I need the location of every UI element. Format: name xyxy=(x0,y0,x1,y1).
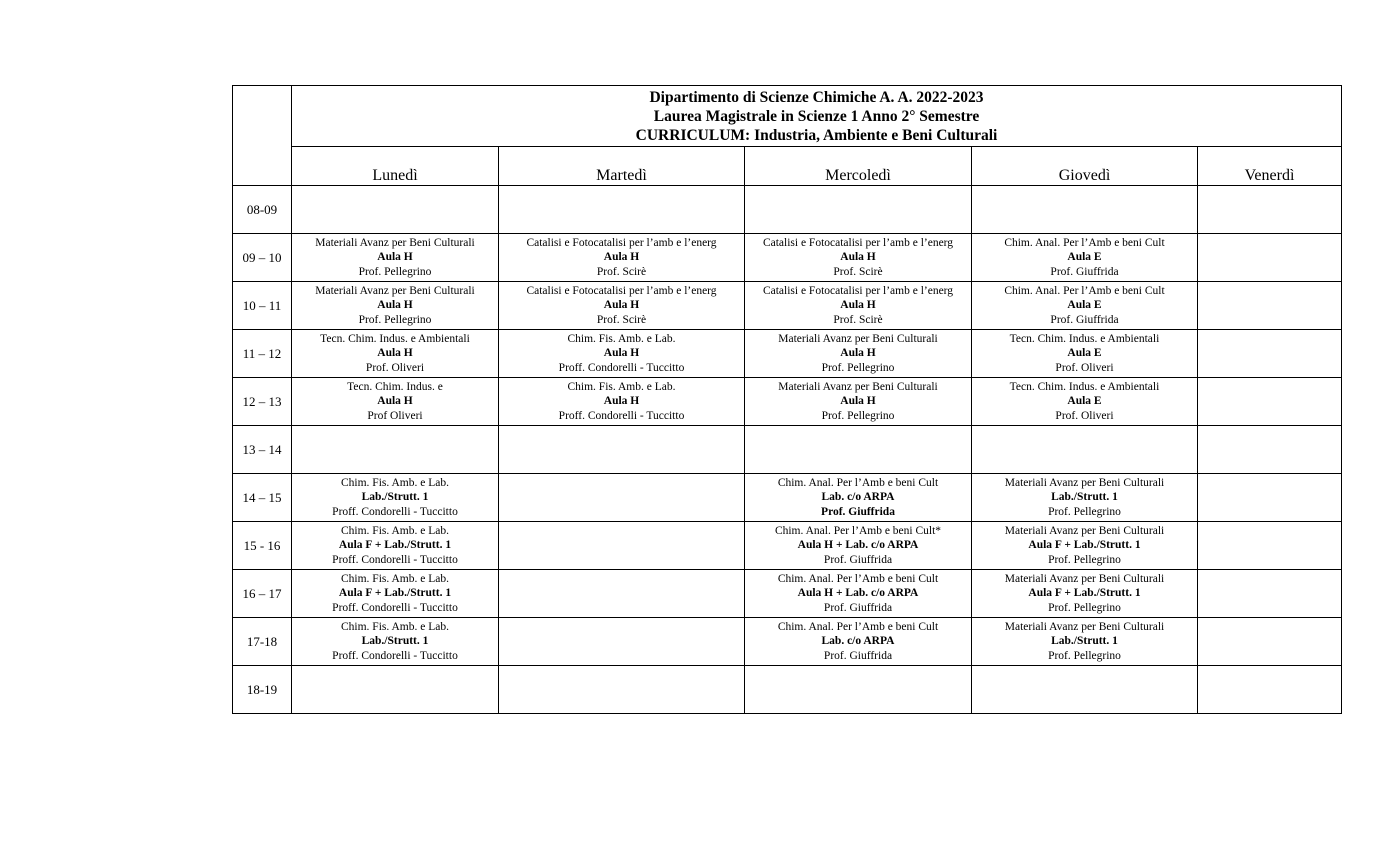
lesson-cell-monday xyxy=(292,186,499,234)
time-slot-label: 11 – 12 xyxy=(233,330,292,378)
document-title xyxy=(292,86,1342,147)
lesson-cell-friday xyxy=(1198,474,1342,522)
lesson-entry xyxy=(972,236,1197,279)
professor-name: Prof. Pellegrino xyxy=(821,361,895,374)
table-row xyxy=(233,666,1342,714)
table-row xyxy=(233,234,1342,282)
professor-name: Prof. Giuffrida xyxy=(821,505,895,518)
lesson-cell-tuesday xyxy=(499,378,745,426)
lesson-entry xyxy=(972,380,1197,423)
professor-name: Prof. Scirè xyxy=(833,313,883,326)
lesson-cell-tuesday xyxy=(499,330,745,378)
table-row xyxy=(233,618,1342,666)
room-name: Aula H xyxy=(603,251,640,264)
lesson-cell-thursday xyxy=(972,186,1198,234)
lesson-entry xyxy=(292,236,498,279)
title-department: Dipartimento di Scienze Chimiche A. A. 2022-2023 xyxy=(649,89,984,106)
room-name: Aula H xyxy=(603,395,640,408)
room-name: Aula H xyxy=(377,395,413,408)
table-row xyxy=(233,474,1342,522)
lesson-cell-thursday xyxy=(972,426,1198,474)
course-name: Chim. Fis. Amb. e Lab. xyxy=(341,572,449,585)
lesson-entry xyxy=(292,380,498,423)
lesson-entry xyxy=(292,524,498,567)
corner-cell xyxy=(233,86,292,186)
lesson-cell-friday xyxy=(1198,330,1342,378)
lesson-entry xyxy=(745,380,971,423)
lesson-entry xyxy=(745,236,971,279)
professor-name: Prof. Pellegrino xyxy=(1048,553,1121,566)
room-name: Aula H xyxy=(377,251,413,264)
course-name: Chim. Fis. Amb. e Lab. xyxy=(567,332,676,345)
lesson-cell-wednesday xyxy=(745,570,972,618)
professor-name: Prof Oliveri xyxy=(367,409,423,422)
day-header-wednesday: Mercoledì xyxy=(745,147,972,186)
lesson-entry xyxy=(292,572,498,615)
lesson-entry xyxy=(292,620,498,663)
lesson-cell-friday xyxy=(1198,378,1342,426)
professor-name: Proff. Condorelli - Tuccitto xyxy=(332,505,458,518)
lesson-cell-tuesday xyxy=(499,186,745,234)
professor-name: Proff. Condorelli - Tuccitto xyxy=(332,649,458,662)
lesson-cell-tuesday xyxy=(499,474,745,522)
professor-name: Prof. Pellegrino xyxy=(1048,505,1121,518)
lesson-entry xyxy=(499,332,744,375)
lesson-entry xyxy=(972,620,1197,663)
room-name: Aula H xyxy=(840,299,876,312)
course-name: Tecn. Chim. Indus. e Ambientali xyxy=(1009,332,1160,345)
lesson-cell-monday xyxy=(292,282,499,330)
lesson-cell-tuesday xyxy=(499,666,745,714)
room-name: Aula H xyxy=(840,347,876,360)
professor-name: Proff. Condorelli - Tuccitto xyxy=(332,553,458,566)
lesson-cell-thursday xyxy=(972,378,1198,426)
lesson-entry xyxy=(745,524,971,567)
lesson-entry xyxy=(745,332,971,375)
lesson-entry xyxy=(292,332,498,375)
course-name: Catalisi e Fotocatalisi per l’amb e l’energ xyxy=(762,236,954,249)
lesson-cell-tuesday xyxy=(499,618,745,666)
professor-name: Prof. Pellegrino xyxy=(358,313,432,326)
room-name: Aula H xyxy=(603,299,640,312)
room-name: Lab./Strutt. 1 xyxy=(361,635,429,648)
professor-name: Prof. Pellegrino xyxy=(821,409,895,422)
lesson-cell-thursday xyxy=(972,570,1198,618)
professor-name: Prof. Giuffrida xyxy=(823,649,893,662)
professor-name: Prof. Giuffrida xyxy=(823,553,893,566)
professor-name: Prof. Oliveri xyxy=(365,361,425,374)
lesson-cell-monday xyxy=(292,474,499,522)
room-name: Lab./Strutt. 1 xyxy=(1051,635,1118,648)
professor-name: Prof. Oliveri xyxy=(1055,409,1114,422)
table-row xyxy=(233,426,1342,474)
schedule-body xyxy=(233,186,1342,714)
time-slot-label: 17-18 xyxy=(233,618,292,666)
professor-name: Prof. Pellegrino xyxy=(358,265,432,278)
course-name: Catalisi e Fotocatalisi per l’amb e l’energ xyxy=(762,284,954,297)
course-name: Chim. Anal. Per l’Amb e beni Cult xyxy=(1004,284,1165,297)
lesson-cell-friday xyxy=(1198,186,1342,234)
room-name: Lab. c/o ARPA xyxy=(821,491,895,504)
room-name: Aula F + Lab./Strutt. 1 xyxy=(338,539,452,552)
time-slot-label: 18-19 xyxy=(233,666,292,714)
time-slot-label: 13 – 14 xyxy=(233,426,292,474)
course-name: Chim. Fis. Amb. e Lab. xyxy=(341,476,449,489)
time-slot-label: 14 – 15 xyxy=(233,474,292,522)
table-row xyxy=(233,282,1342,330)
lesson-entry xyxy=(292,476,498,519)
room-name: Aula H xyxy=(377,299,413,312)
course-name: Materiali Avanz per Beni Culturali xyxy=(315,236,475,249)
lesson-cell-friday xyxy=(1198,282,1342,330)
professor-name: Prof. Pellegrino xyxy=(1048,601,1121,614)
course-name: Chim. Anal. Per l’Amb e beni Cult xyxy=(777,572,939,585)
timetable xyxy=(232,85,1342,714)
professor-name: Prof. Pellegrino xyxy=(1048,649,1121,662)
lesson-entry xyxy=(972,476,1197,519)
room-name: Aula E xyxy=(1067,299,1102,312)
course-name: Tecn. Chim. Indus. e xyxy=(347,380,443,393)
room-name: Lab./Strutt. 1 xyxy=(1051,491,1118,504)
lesson-entry xyxy=(972,332,1197,375)
time-slot-label: 12 – 13 xyxy=(233,378,292,426)
course-name: Chim. Fis. Amb. e Lab. xyxy=(567,380,676,393)
time-slot-label: 15 - 16 xyxy=(233,522,292,570)
lesson-entry xyxy=(745,572,971,615)
lesson-entry xyxy=(745,284,971,327)
title-degree: Laurea Magistrale in Scienze 1 Anno 2° Semestre xyxy=(653,108,980,125)
room-name: Aula E xyxy=(1067,347,1102,360)
room-name: Aula H xyxy=(377,347,413,360)
lesson-cell-friday xyxy=(1198,522,1342,570)
course-name: Materiali Avanz per Beni Culturali xyxy=(778,332,938,345)
professor-name: Prof. Scirè xyxy=(596,265,647,278)
lesson-entry xyxy=(499,284,744,327)
lesson-entry xyxy=(972,572,1197,615)
room-name: Aula E xyxy=(1067,395,1102,408)
table-row xyxy=(233,378,1342,426)
course-name: Materiali Avanz per Beni Culturali xyxy=(1004,476,1165,489)
course-name: Chim. Fis. Amb. e Lab. xyxy=(341,620,449,633)
lesson-cell-wednesday xyxy=(745,186,972,234)
room-name: Aula H xyxy=(840,395,876,408)
day-header-thursday: Giovedì xyxy=(972,147,1198,186)
lesson-cell-wednesday xyxy=(745,426,972,474)
room-name: Aula F + Lab./Strutt. 1 xyxy=(1028,587,1141,600)
table-row xyxy=(233,522,1342,570)
course-name: Materiali Avanz per Beni Culturali xyxy=(315,284,475,297)
lesson-cell-monday xyxy=(292,330,499,378)
time-slot-label: 08-09 xyxy=(233,186,292,234)
professor-name: Proff. Condorelli - Tuccitto xyxy=(332,601,458,614)
day-header-monday: Lunedì xyxy=(292,147,499,186)
course-name: Chim. Anal. Per l’Amb e beni Cult xyxy=(777,476,939,489)
lesson-cell-thursday xyxy=(972,234,1198,282)
course-name: Chim. Fis. Amb. e Lab. xyxy=(341,524,449,537)
lesson-cell-tuesday xyxy=(499,234,745,282)
course-name: Materiali Avanz per Beni Culturali xyxy=(1004,620,1165,633)
course-name: Chim. Anal. Per l’Amb e beni Cult xyxy=(1004,236,1165,249)
room-name: Aula H + Lab. c/o ARPA xyxy=(797,587,919,600)
lesson-entry xyxy=(499,380,744,423)
room-name: Lab. c/o ARPA xyxy=(821,635,895,648)
room-name: Aula H + Lab. c/o ARPA xyxy=(797,539,919,552)
lesson-entry xyxy=(972,524,1197,567)
course-name: Materiali Avanz per Beni Culturali xyxy=(1004,572,1165,585)
time-slot-label: 16 – 17 xyxy=(233,570,292,618)
lesson-cell-monday xyxy=(292,234,499,282)
professor-name: Prof. Giuffrida xyxy=(1050,265,1119,278)
professor-name: Prof. Oliveri xyxy=(1055,361,1114,374)
professor-name: Prof. Giuffrida xyxy=(823,601,893,614)
lesson-entry xyxy=(745,620,971,663)
lesson-cell-tuesday xyxy=(499,570,745,618)
lesson-cell-thursday xyxy=(972,618,1198,666)
lesson-entry xyxy=(292,284,498,327)
lesson-cell-wednesday xyxy=(745,234,972,282)
professor-name: Proff. Condorelli - Tuccitto xyxy=(558,409,685,422)
lesson-cell-friday xyxy=(1198,570,1342,618)
lesson-cell-tuesday xyxy=(499,282,745,330)
time-slot-label: 09 – 10 xyxy=(233,234,292,282)
lesson-entry xyxy=(499,236,744,279)
course-name: Materiali Avanz per Beni Culturali xyxy=(778,380,938,393)
lesson-cell-wednesday xyxy=(745,474,972,522)
title-curriculum: CURRICULUM: Industria, Ambiente e Beni Culturali xyxy=(635,127,998,144)
lesson-cell-monday xyxy=(292,618,499,666)
course-name: Chim. Anal. Per l’Amb e beni Cult* xyxy=(774,524,942,537)
lesson-cell-tuesday xyxy=(499,522,745,570)
lesson-cell-friday xyxy=(1198,426,1342,474)
room-name: Aula H xyxy=(603,347,640,360)
professor-name: Prof. Giuffrida xyxy=(1050,313,1119,326)
lesson-cell-wednesday xyxy=(745,522,972,570)
lesson-cell-thursday xyxy=(972,282,1198,330)
lesson-cell-monday xyxy=(292,570,499,618)
professor-name: Proff. Condorelli - Tuccitto xyxy=(558,361,685,374)
professor-name: Prof. Scirè xyxy=(596,313,647,326)
lesson-cell-wednesday xyxy=(745,378,972,426)
lesson-entry xyxy=(745,476,971,519)
course-name: Materiali Avanz per Beni Culturali xyxy=(1004,524,1165,537)
lesson-cell-wednesday xyxy=(745,282,972,330)
lesson-cell-friday xyxy=(1198,666,1342,714)
lesson-cell-wednesday xyxy=(745,666,972,714)
lesson-cell-monday xyxy=(292,426,499,474)
day-header-friday: Venerdì xyxy=(1198,147,1342,186)
lesson-cell-thursday xyxy=(972,666,1198,714)
course-name: Catalisi e Fotocatalisi per l’amb e l’energ xyxy=(526,284,717,297)
lesson-cell-thursday xyxy=(972,474,1198,522)
lesson-cell-monday xyxy=(292,666,499,714)
lesson-cell-friday xyxy=(1198,618,1342,666)
table-row xyxy=(233,330,1342,378)
lesson-cell-wednesday xyxy=(745,618,972,666)
table-row xyxy=(233,570,1342,618)
lesson-entry xyxy=(972,284,1197,327)
lesson-cell-monday xyxy=(292,522,499,570)
table-row xyxy=(233,186,1342,234)
room-name: Aula E xyxy=(1067,251,1102,264)
room-name: Lab./Strutt. 1 xyxy=(361,491,429,504)
lesson-cell-thursday xyxy=(972,330,1198,378)
room-name: Aula H xyxy=(840,251,876,264)
room-name: Aula F + Lab./Strutt. 1 xyxy=(1028,539,1141,552)
lesson-cell-thursday xyxy=(972,522,1198,570)
day-header-tuesday: Martedì xyxy=(499,147,745,186)
lesson-cell-wednesday xyxy=(745,330,972,378)
time-slot-label: 10 – 11 xyxy=(233,282,292,330)
lesson-cell-tuesday xyxy=(499,426,745,474)
course-name: Chim. Anal. Per l’Amb e beni Cult xyxy=(777,620,939,633)
course-name: Tecn. Chim. Indus. e Ambientali xyxy=(320,332,470,345)
lesson-cell-monday xyxy=(292,378,499,426)
room-name: Aula F + Lab./Strutt. 1 xyxy=(338,587,452,600)
course-name: Catalisi e Fotocatalisi per l’amb e l’energ xyxy=(526,236,717,249)
course-name: Tecn. Chim. Indus. e Ambientali xyxy=(1009,380,1160,393)
professor-name: Prof. Scirè xyxy=(833,265,883,278)
lesson-cell-friday xyxy=(1198,234,1342,282)
